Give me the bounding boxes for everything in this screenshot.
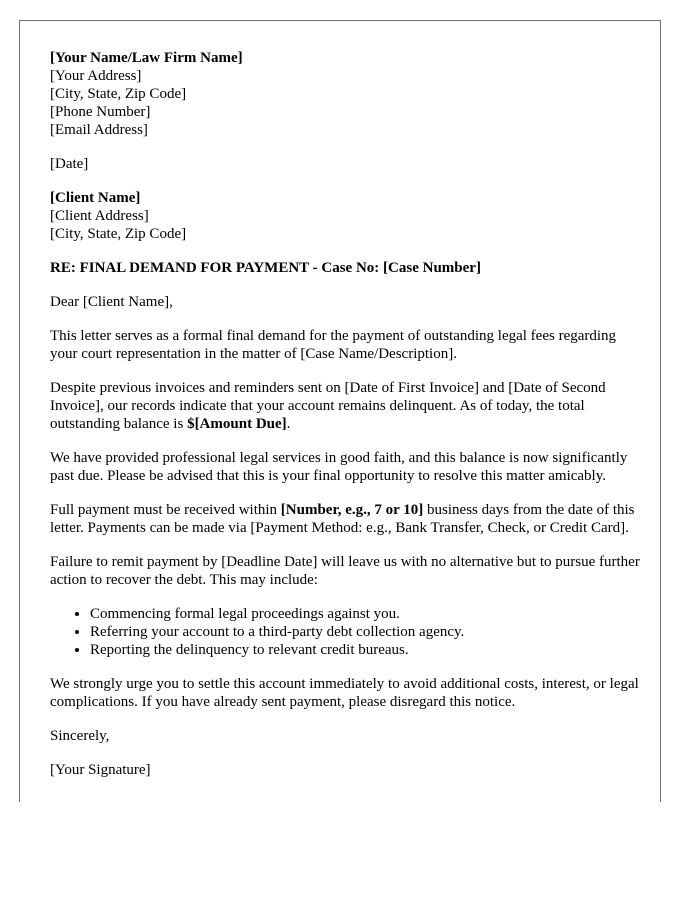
list-item: • Referring your account to a third-party debt collection agency.	[90, 623, 640, 641]
paragraph-good-faith: We have provided professional legal services in good faith, and this balance is now significantly past due. Please be advised that this is your final opportunity to resolve this matter amicably.	[50, 450, 628, 484]
sender-name: [Your Name/Law Firm Name]	[50, 50, 243, 66]
recipient-city-state-zip: [City, State, Zip Code]	[50, 226, 187, 242]
sender-city-state-zip: [City, State, Zip Code]	[50, 86, 187, 102]
paragraph-balance	[50, 379, 640, 433]
recipient-address: [Client Address]	[50, 208, 149, 224]
paragraph-urge: We strongly urge you to settle this account immediately to avoid additional costs, interest, or legal complications. If you have already sent payment, please disregard this notice.	[50, 676, 639, 710]
sender-block	[50, 49, 640, 139]
paragraph-intro: This letter serves as a formal final demand for the payment of outstanding legal fees regarding your court representation in the matter of [Case Name/Description].	[50, 328, 617, 362]
letter-body	[50, 49, 640, 779]
recipient-block	[50, 189, 640, 243]
sender-address: [Your Address]	[50, 68, 142, 84]
sender-email: [Email Address]	[50, 122, 148, 138]
amount-due: $[Amount Due]	[187, 416, 287, 432]
paragraph-deadline-text: Full payment must be received within	[50, 502, 281, 518]
date-line: [Date]	[50, 156, 89, 172]
list-item: • Commencing formal legal proceedings against you.	[90, 605, 640, 623]
actions-list	[50, 605, 640, 659]
subject-line: RE: FINAL DEMAND FOR PAYMENT - Case No: [Case Number]	[50, 260, 481, 276]
list-item: • Reporting the delinquency to relevant credit bureaus.	[90, 641, 640, 659]
signature: [Your Signature]	[50, 762, 151, 778]
paragraph-balance-text: Despite previous invoices and reminders sent on [Date of First Invoice] and [Date of Second Invoice], our records indicate that your account remains delinquent. As of today, the total outstanding balance is	[50, 380, 606, 432]
closing: Sincerely,	[50, 728, 110, 744]
recipient-name: [Client Name]	[50, 190, 141, 206]
paragraph-consequences: Failure to remit payment by [Deadline Date] will leave us with no alternative but to pursue further action to recover the debt. This may include:	[50, 554, 640, 588]
paragraph-deadline-end: business days from the date of this letter. Payments can be made via [Payment Method: e.g., Bank Transfer, Check, or Credit Card].	[50, 502, 635, 536]
letter-page	[19, 20, 661, 802]
salutation: Dear [Client Name],	[50, 294, 173, 310]
paragraph-balance-end: .	[286, 416, 291, 432]
sender-phone: [Phone Number]	[50, 104, 151, 120]
days-number: [Number, e.g., 7 or 10]	[280, 502, 424, 518]
paragraph-deadline	[50, 501, 640, 537]
